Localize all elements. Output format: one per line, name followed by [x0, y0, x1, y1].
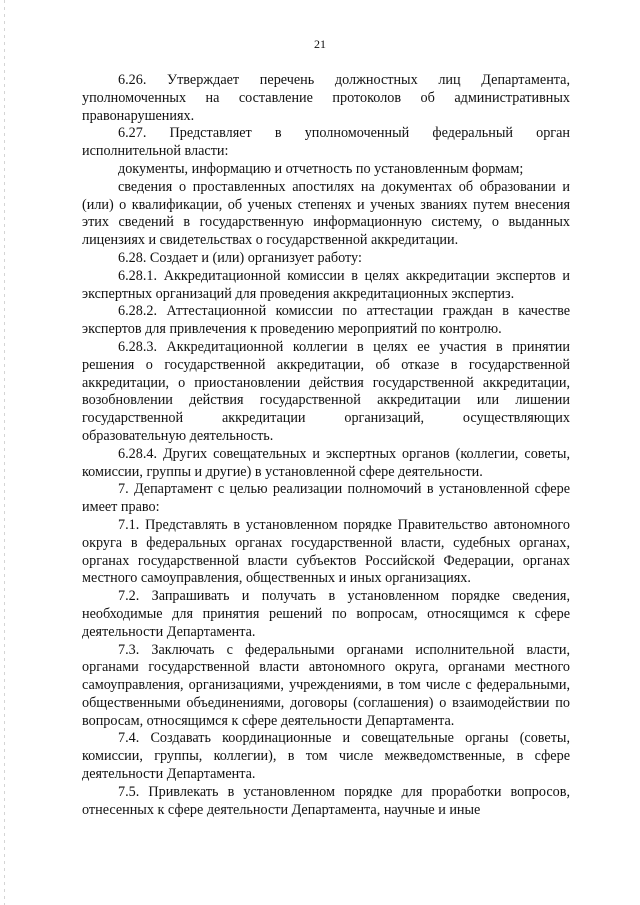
paragraph-7-4: 7.4. Создавать координационные и совещательные органы (советы, комиссии, группы, коллегии), в том числе межведомственные, в сфере деятельности Департамента.: [82, 730, 570, 783]
document-body: [82, 72, 570, 819]
paragraph-7: 7. Департамент с целью реализации полномочий в установленной сфере имеет право:: [82, 481, 570, 516]
paragraph-7-2: 7.2. Запрашивать и получать в установленном порядке сведения, необходимые для принятия решений по вопросам, относящимся к сфере деятельности Департамента.: [82, 588, 570, 640]
paragraph-6-28-3: 6.28.3. Аккредитационной коллегии в целях ее участия в принятии решения о государственной аккредитации, об отказе в государственной аккредитации, о приостановлении действия государственной аккредитации, возобновлении действия государственной аккредитации или лишении государственной аккредитации организаций, осуществляющих образовательную деятельность.: [82, 338, 570, 444]
paragraph-6-27-item-apostille: сведения о проставленных апостилях на документах об образовании и (или) о квалификации, об ученых степенях и ученых званиях путем внесения этих сведений в государственную информационную систему, о выданных лицензиях и свидетельствах о государственной аккредитации.: [82, 178, 570, 249]
scan-edge-artifact: [4, 0, 5, 905]
page-number: 21: [314, 37, 326, 51]
paragraph-7-1: 7.1. Представлять в установленном порядке Правительство автономного округа в федеральных органах государственной власти, судебных органах, органах государственной власти субъектов Российской Федерации, органах местного самоуправления, общественных и иных организациях.: [82, 516, 570, 587]
paragraph-6-28-2: 6.28.2. Аттестационной комиссии по аттестации граждан в качестве экспертов для привлечения к проведению мероприятий по контролю.: [82, 303, 570, 338]
paragraph-6-28-4: 6.28.4. Других совещательных и экспертных органов (коллегии, советы, комиссии, группы и другие) в установленной сфере деятельности.: [82, 445, 570, 480]
paragraph-6-28-1: 6.28.1. Аккредитационной комиссии в целях аккредитации экспертов и экспертных организаций для проведения аккредитационных экспертиз.: [82, 267, 570, 302]
paragraph-6-26: 6.26. Утверждает перечень должностных лиц Департамента, уполномоченных на составление протоколов об административных правонарушениях.: [82, 72, 570, 124]
paragraph-6-27: 6.27. Представляет в уполномоченный федеральный орган исполнительной власти:: [82, 125, 570, 160]
paragraph-6-28: 6.28. Создает и (или) организует работу:: [118, 249, 362, 266]
paragraph-7-3: 7.3. Заключать с федеральными органами исполнительной власти, органами государственной власти автономного округа, органами местного самоуправления, организациями, учреждениями, в том числе с федеральными, общественными объединениями, договоры (соглашения) о взаимодействии по вопросам, относящимся к сфере деятельности Департамента.: [82, 641, 570, 729]
paragraph-6-27-item-documents: документы, информацию и отчетность по установленным формам;: [118, 160, 524, 177]
paragraph-7-5: 7.5. Привлекать в установленном порядке для проработки вопросов, отнесенных к сфере деятельности Департамента, научные и иные: [82, 783, 570, 818]
